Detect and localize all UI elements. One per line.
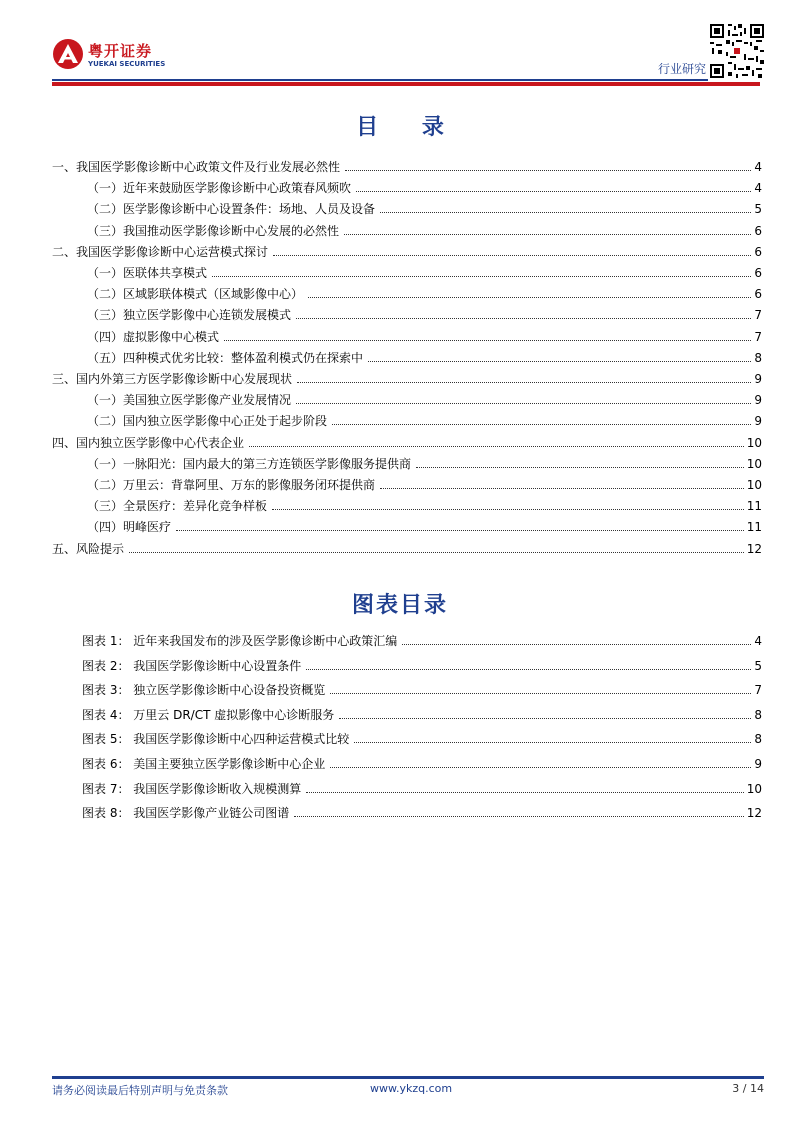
entry-title: 五、风险提示 <box>52 541 125 556</box>
toc-entry[interactable] <box>87 218 762 238</box>
dot-leader <box>416 467 744 468</box>
toc-entry[interactable] <box>52 154 762 174</box>
page-footer <box>52 1082 764 1098</box>
entry-title: （一）近年来鼓励医学影像诊断中心政策春风频吹 <box>87 181 352 196</box>
entry-title: 图表 1： 近年来我国发布的涉及医学影像诊断中心政策汇编 <box>82 634 398 648</box>
header-rule-red <box>52 82 760 86</box>
toc-title: 目 录 <box>356 115 462 140</box>
dot-leader <box>296 318 751 319</box>
toc-entry[interactable] <box>87 408 762 428</box>
qr-code-icon <box>710 24 764 78</box>
dot-leader <box>339 718 751 719</box>
toc-entry[interactable] <box>52 239 762 259</box>
dot-leader <box>332 424 751 425</box>
toc-entry[interactable] <box>87 175 762 195</box>
entry-title: （一）医联体共享模式 <box>87 266 208 280</box>
brand-logo <box>52 38 202 78</box>
toc-entry[interactable] <box>52 430 762 450</box>
entry-title: （一）美国独立医学影像产业发展情况 <box>87 393 292 408</box>
entry-title: 图表 3： 独立医学影像诊断中心设备投资概览 <box>82 683 326 698</box>
entry-page-number: 4 <box>754 634 762 648</box>
dot-leader <box>249 446 744 447</box>
dot-leader <box>308 297 751 298</box>
dot-leader <box>344 234 751 235</box>
entry-title: （四）虚拟影像中心模式 <box>87 329 220 344</box>
entry-page-number: 5 <box>754 202 762 217</box>
entry-page-number: 4 <box>754 181 762 196</box>
toc-entry[interactable] <box>87 324 762 344</box>
entry-page-number: 10 <box>746 456 762 471</box>
dot-leader <box>330 767 751 768</box>
entry-title: 四、国内独立医学影像中心代表企业 <box>52 435 245 450</box>
dot-leader <box>176 530 744 531</box>
dot-leader <box>224 340 751 341</box>
entry-title: 图表 4： 万里云 DR/CT 虚拟影像中心诊断服务 <box>82 707 335 722</box>
entry-title: 二、我国医学影像诊断中心运营模式探讨 <box>52 244 269 259</box>
toc-entry[interactable] <box>87 302 762 322</box>
figures-title: 图表目录 <box>351 593 448 618</box>
dot-leader <box>273 255 751 256</box>
entry-title: （三）全景医疗：差异化竞争样板 <box>87 499 268 514</box>
entry-page-number: 7 <box>754 329 762 344</box>
dot-leader <box>212 276 751 277</box>
dot-leader <box>380 488 744 489</box>
dot-leader <box>272 509 744 510</box>
dot-leader <box>345 170 751 171</box>
entry-title: 三、国内外第三方医学影像诊断中心发展现状 <box>52 372 293 386</box>
entry-page-number: 8 <box>754 707 762 722</box>
toc-entry[interactable] <box>87 387 762 407</box>
entry-page-number: 6 <box>754 223 762 238</box>
entry-title: 图表 8： 我国医学影像产业链公司图谱 <box>82 806 290 821</box>
entry-title: （二）区域影联体模式（区域影像中心） <box>87 287 304 302</box>
header-rule-blue <box>52 79 708 81</box>
entry-page-number: 4 <box>754 160 762 174</box>
entry-page-number: 9 <box>754 757 762 771</box>
entry-title: （一）一脉阳光：国内最大的第三方连锁医学影像服务提供商 <box>87 456 412 471</box>
dot-leader <box>306 792 743 793</box>
entry-page-number: 7 <box>754 308 762 323</box>
toc-entry[interactable] <box>87 493 762 513</box>
figure-entry[interactable] <box>82 702 762 722</box>
figure-entry[interactable] <box>82 677 762 697</box>
dot-leader <box>129 552 744 553</box>
entry-title: 图表 2： 我国医学影像诊断中心设置条件 <box>82 658 302 673</box>
figure-entry[interactable] <box>82 628 762 648</box>
entry-page-number: 12 <box>746 541 762 556</box>
entry-page-number: 6 <box>754 287 762 302</box>
section-tag: 行业研究 <box>657 62 706 76</box>
dot-leader <box>380 212 751 213</box>
entry-page-number: 11 <box>746 520 762 535</box>
brand-name-en: YUEKAI SECURITIES <box>88 60 166 68</box>
entry-page-number: 10 <box>746 435 762 450</box>
entry-title: （五）四种模式优劣比较：整体盈利模式仍在探索中 <box>87 350 364 365</box>
toc-entry[interactable] <box>87 345 762 365</box>
dot-leader <box>296 403 751 404</box>
entry-page-number: 10 <box>746 478 762 492</box>
figure-entry[interactable] <box>82 653 762 673</box>
entry-title: 图表 7： 我国医学影像诊断收入规模测算 <box>82 781 302 796</box>
dot-leader <box>330 693 751 694</box>
figure-entry[interactable] <box>82 751 762 771</box>
toc-entry[interactable] <box>52 366 762 386</box>
dot-leader <box>297 382 751 383</box>
dot-leader <box>306 669 751 670</box>
entry-title: （四）明峰医疗 <box>87 520 172 535</box>
toc-entry[interactable] <box>52 536 762 556</box>
toc-entry[interactable] <box>87 281 762 301</box>
entry-title: （三）我国推动医学影像诊断中心发展的必然性 <box>87 223 340 238</box>
entry-page-number: 8 <box>754 350 762 365</box>
entry-page-number: 7 <box>754 683 762 698</box>
toc-entry[interactable] <box>87 451 762 471</box>
entry-title: 图表 5： 我国医学影像诊断中心四种运营模式比较 <box>82 732 350 747</box>
brand-name-cn: 粤开证券 <box>88 42 153 60</box>
footer-website: www.ykzq.com <box>370 1082 453 1095</box>
figure-entry[interactable] <box>82 726 762 746</box>
entry-page-number: 5 <box>754 658 762 673</box>
figure-entry[interactable] <box>82 800 762 820</box>
entry-page-number: 6 <box>754 266 762 280</box>
entry-title: 一、我国医学影像诊断中心政策文件及行业发展必然性 <box>52 160 341 174</box>
toc-entry[interactable] <box>87 260 762 280</box>
entry-page-number: 10 <box>746 781 762 796</box>
yuekai-logo-icon <box>52 38 84 70</box>
entry-page-number: 9 <box>754 414 762 429</box>
entry-page-number: 8 <box>754 732 762 747</box>
entry-title: （二）国内独立医学影像中心正处于起步阶段 <box>87 414 328 429</box>
dot-leader <box>356 191 751 192</box>
toc-entry[interactable] <box>87 472 762 492</box>
footer-disclaimer: 请务必阅读最后特别声明与免责条款 <box>52 1084 228 1097</box>
dot-leader <box>354 742 751 743</box>
entry-page-number: 12 <box>746 806 762 821</box>
entry-page-number: 9 <box>754 393 762 408</box>
entry-title: （二）医学影像诊断中心设置条件：场地、人员及设备 <box>87 202 376 217</box>
dot-leader <box>402 644 751 645</box>
entry-page-number: 6 <box>754 244 762 259</box>
dot-leader <box>368 361 751 362</box>
toc-entry[interactable] <box>87 196 762 216</box>
entry-title: 图表 6： 美国主要独立医学影像诊断中心企业 <box>82 757 326 771</box>
dot-leader <box>294 816 743 817</box>
entry-page-number: 11 <box>746 499 762 514</box>
entry-title: （三）独立医学影像中心连锁发展模式 <box>87 308 292 323</box>
entry-page-number: 9 <box>754 372 762 386</box>
page-header <box>0 0 800 92</box>
footer-page-number: 3 / 14 <box>732 1082 764 1095</box>
footer-rule <box>52 1076 764 1079</box>
figure-entry[interactable] <box>82 776 762 796</box>
toc-entry[interactable] <box>87 514 762 534</box>
entry-title: （二）万里云：背靠阿里、万东的影像服务闭环提供商 <box>87 478 376 492</box>
